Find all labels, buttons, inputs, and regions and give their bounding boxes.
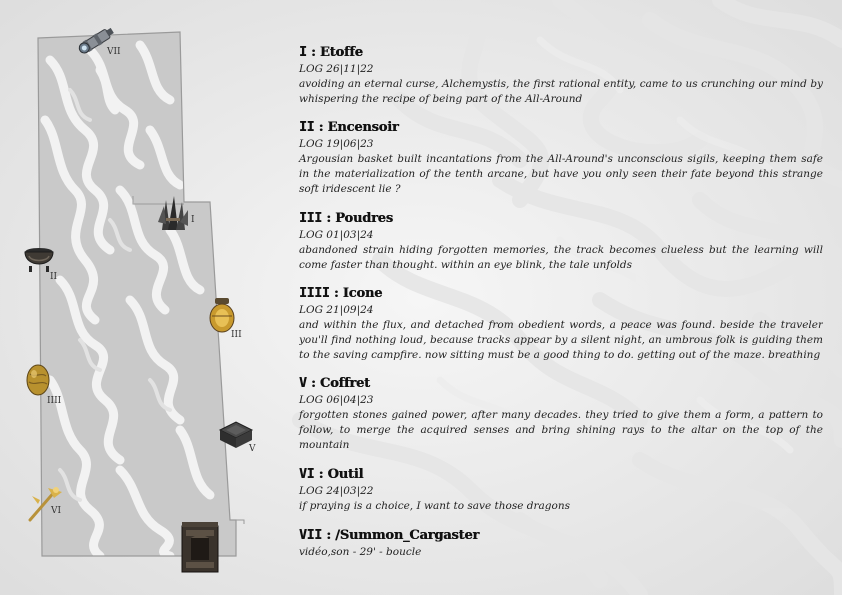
feather-bundle-icon[interactable]: [152, 192, 192, 232]
entry-separator: :: [321, 211, 336, 226]
entry-title: [299, 210, 823, 228]
entry-separator: :: [306, 376, 320, 391]
entry-name: Outil: [327, 467, 364, 482]
entry-title: [299, 375, 823, 393]
golden-egg-icon[interactable]: [24, 362, 52, 398]
entry-6: [299, 466, 823, 514]
entry-name: Encensoir: [327, 120, 399, 135]
entry-name: Coffret: [319, 376, 370, 391]
entry-title: [299, 527, 823, 545]
map-label-iii: III: [231, 330, 242, 340]
entry-text: and within the flux, and detached from obedient words, a peace was found. beside the traveler you'll find nothing loud, because tracks appear by a silent night, an umbrous folk is guiding them to the saving campfire. now sitting must be a good thing to do. getting out of the maze. breathing: [299, 319, 823, 361]
entry-number: V: [299, 376, 307, 391]
entry-date: LOG 24|03|22: [299, 485, 374, 497]
entry-title: [299, 44, 823, 62]
entry-text: abandoned strain hiding forgotten memories, the track becomes clueless but the learning will come faster than thought. within an eye blink, the tale unfolds: [299, 244, 823, 271]
entry-date: LOG 06|04|23: [299, 394, 374, 406]
entry-number: VII: [299, 528, 322, 543]
map-label-ii: II: [50, 272, 58, 282]
entry-7: [299, 527, 823, 560]
entry-text: forgotten stones gained power, after many decades. they tried to give them a form, a pattern to follow, to merge the acquired senses and bring shining rays to the altar on the top of the mountain: [299, 409, 823, 451]
entry-number: II: [299, 120, 315, 135]
map-label-i: I: [191, 215, 195, 225]
entry-4: [299, 285, 823, 363]
map-label-vi: VI: [51, 506, 62, 516]
cauldron-icon[interactable]: [21, 242, 57, 274]
entry-title: [299, 119, 823, 137]
entry-3: [299, 210, 823, 273]
entry-number: VI: [299, 467, 315, 482]
golden-wand-icon[interactable]: [26, 484, 62, 522]
entry-date: LOG 21|09|24: [299, 304, 374, 316]
entry-text: Argousian basket built incantations from the All-Around's unconscious sigils, keeping them safe in the materialization of the tenth arcane, but have you only seen their fate beyond this strange soft iridescent lie ?: [299, 153, 823, 195]
entry-name: Icone: [342, 286, 383, 301]
entry-date: vidéo,son - 29' - boucle: [299, 546, 422, 558]
entry-separator: :: [314, 467, 328, 482]
entry-separator: :: [329, 286, 343, 301]
map-label-v: V: [249, 444, 256, 454]
honey-jar-icon[interactable]: [206, 296, 238, 334]
entry-number: I: [299, 45, 307, 60]
entry-title: [299, 285, 823, 303]
entry-separator: :: [321, 528, 336, 543]
entry-1: [299, 44, 823, 107]
entry-date: LOG 01|03|24: [299, 229, 374, 241]
entry-name: Etoffe: [319, 45, 363, 60]
entry-2: [299, 119, 823, 197]
entry-separator: :: [314, 120, 328, 135]
entry-date: LOG 26|11|22: [299, 63, 374, 75]
entry-name: /Summon_Cargaster: [335, 528, 480, 543]
entry-5: [299, 375, 823, 453]
entry-title: [299, 466, 823, 484]
entry-text: if praying is a choice, I want to save those dragons: [299, 500, 570, 512]
entry-number: III: [299, 211, 322, 226]
log-entries: [299, 44, 823, 560]
map-label-iiii: IIII: [47, 396, 62, 406]
entry-separator: :: [306, 45, 320, 60]
map-shape: [38, 32, 244, 556]
entry-name: Poudres: [335, 211, 393, 226]
stone-altar-icon[interactable]: [180, 522, 220, 574]
entry-date: LOG 19|06|23: [299, 138, 374, 150]
entry-text: avoiding an eternal curse, Alchemystis, the first rational entity, came to us crunching our mind by whispering the recipe of being part of the All-Around: [299, 78, 823, 105]
entry-number: IIII: [299, 286, 330, 301]
map-label-vii: VII: [107, 47, 121, 57]
